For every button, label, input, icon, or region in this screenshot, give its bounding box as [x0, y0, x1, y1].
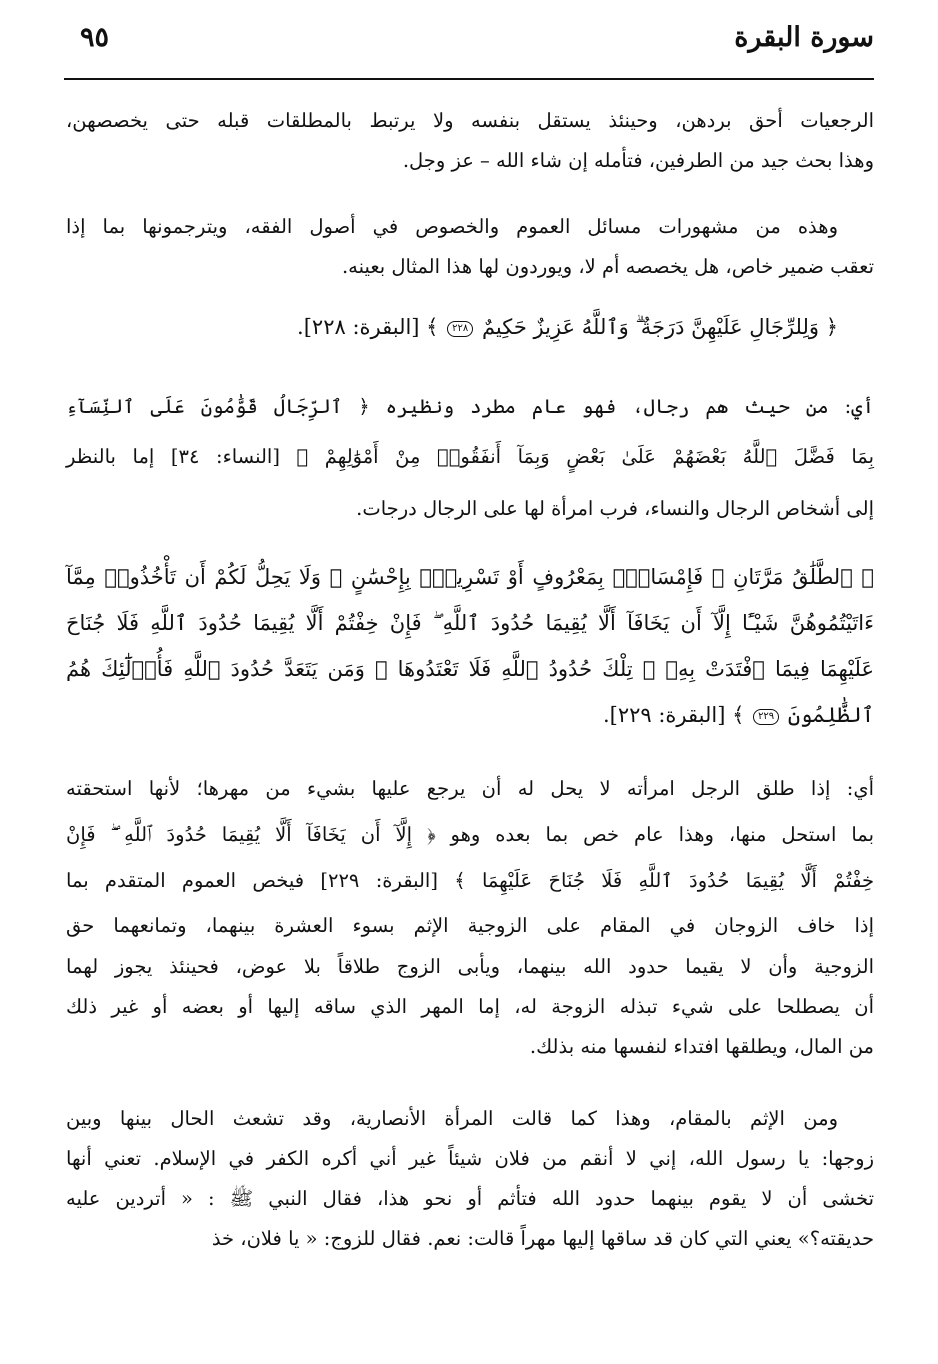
page-number: ٩٥ — [80, 22, 110, 53]
text-line: الزوجية وأن لا يقيما حدود الله بينهما، ويأبى الزوج طلاقاً بلا عوض، فحينئذ يجوز لهما — [66, 955, 874, 978]
ayah-number-marker: ٢٢٩ — [753, 709, 779, 725]
text-line: بما استحل منها، وهذا عام خص بما بعده وهو ﴿ إِلَّآ أَن يَخَافَآ أَلَّا يُقِيمَا حُدُودَ ٱللَّهِ ۖ فَإِنْ — [66, 823, 874, 846]
text-line: أن يصطلحا على شيء تبذله الزوجة له، إما المهر الذي ساقه إليها أو بعضه أو غير ذلك — [66, 995, 874, 1018]
text-line: ٱلظَّٰلِمُونَ ٢٢٩ ﴾ [البقرة: ٢٢٩]. — [602, 703, 874, 727]
text-line: من المال، ويطلقها افتداء لنفسها منه بذلك. — [529, 1035, 874, 1058]
text-line: ءَاتَيْتُمُوهُنَّ شَيْـًٔا إِلَّآ أَن يَخَافَآ أَلَّا يُقِيمَا حُدُودَ ٱللَّهِ ۖ فَإِنْ خِفْتُمْ أَلَّا يُقِيمَا حُدُودَ ٱللَّهِ فَلَا جُنَاحَ — [66, 611, 874, 635]
surah-title: سورة البقرة — [734, 22, 874, 53]
text-line: بِمَا فَضَّلَ ٱللَّهُ بَعْضَهُمْ عَلَىٰ بَعْضٍ وَبِمَآ أَنفَقُوا۟ مِنْ أَمْوَٰلِهِمْ ﴾ [النساء: ٣٤] إما بالنظر — [66, 445, 874, 468]
text-line: عَلَيْهِمَا فِيمَا ٱفْتَدَتْ بِهِۦ ۗ تِلْكَ حُدُودُ ٱللَّهِ فَلَا تَعْتَدُوهَا ۚ وَمَن يَتَعَدَّ حُدُودَ ٱللَّهِ فَأُو۟لَٰٓئِكَ هُمُ — [66, 657, 874, 681]
text-line: وهذا بحث جيد من الطرفين، فتأمله إن شاء الله – عز وجل. — [402, 149, 874, 172]
text-line: إلى أشخاص الرجال والنساء، فرب امرأة لها على الرجال درجات. — [356, 497, 874, 520]
ayah-number-marker: ٢٢٨ — [447, 321, 473, 337]
header-rule — [64, 78, 874, 80]
text-line: تخشى أن لا يقوم بينهما حدود الله فتأثم أو نحو هذا، فقال النبي ﷺ : « أتردين عليه — [66, 1187, 874, 1210]
text-line: أي: إذا طلق الرجل امرأته لا يحل له أن يرجع عليها بشيء من مهرها؛ لأنها استحقته — [66, 777, 874, 800]
text-line: خِفْتُمْ أَلَّا يُقِيمَا حُدُودَ ٱللَّهِ فَلَا جُنَاحَ عَلَيْهِمَا ﴾ [البقرة: ٢٢٩] فيخص العموم المتقدم بما — [66, 869, 874, 892]
text-line: ﴿ وَلِلرِّجَالِ عَلَيْهِنَّ دَرَجَةٌ ۗ وَٱللَّهُ عَزِيزٌ حَكِيمٌ ٢٢٨ ﴾ [البقرة: ٢٢٨]. — [297, 315, 838, 339]
text-line: ومن الإثم بالمقام، وهذا كما قالت المرأة الأنصارية، وقد تشعث الحال بينها وبين — [66, 1107, 838, 1130]
text-line: وهذه من مشهورات مسائل العموم والخصوص في أصول الفقه، ويترجمونها بما إذا — [66, 215, 838, 238]
text-line: أي: من حيث هم رجال، فهو عام مطرد ونظيره ﴿ ٱلرِّجَالُ قَوَّٰمُونَ عَلَى ٱلنِّسَآءِ — [66, 395, 874, 418]
text-line: حديقته؟» يعني التي كان قد ساقها إليها مهراً قالت: نعم. فقال للزوج: « يا فلان، خذ — [211, 1227, 874, 1250]
text-line: تعقب ضمير خاص، هل يخصصه أم لا، ويوردون لها هذا المثال بعينه. — [341, 255, 874, 278]
text-line: ﴿ ٱلطَّلَٰقُ مَرَّتَانِ ۖ فَإِمْسَاكٌۢ بِمَعْرُوفٍ أَوْ تَسْرِيحٌۢ بِإِحْسَٰنٍ ۗ وَلَا يَحِلُّ لَكُمْ أَن تَأْخُذُوا۟ مِمَّآ — [66, 565, 874, 589]
text-line: الرجعيات أحق بردهن، وحينئذ يستقل بنفسه ولا يرتبط بالمطلقات قبله حتى يخصصهن، — [66, 109, 874, 132]
text-line: زوجها: يا رسول الله، إني لا أنقم من فلان شيئاً غير أني أكره الكفر في الإسلام. تعني أنها — [66, 1147, 874, 1170]
text-line: إذا خاف الزوجان في المقام على الزوجية الإثم بسوء العشرة بينهما، وتمانعهما حق — [66, 914, 874, 937]
